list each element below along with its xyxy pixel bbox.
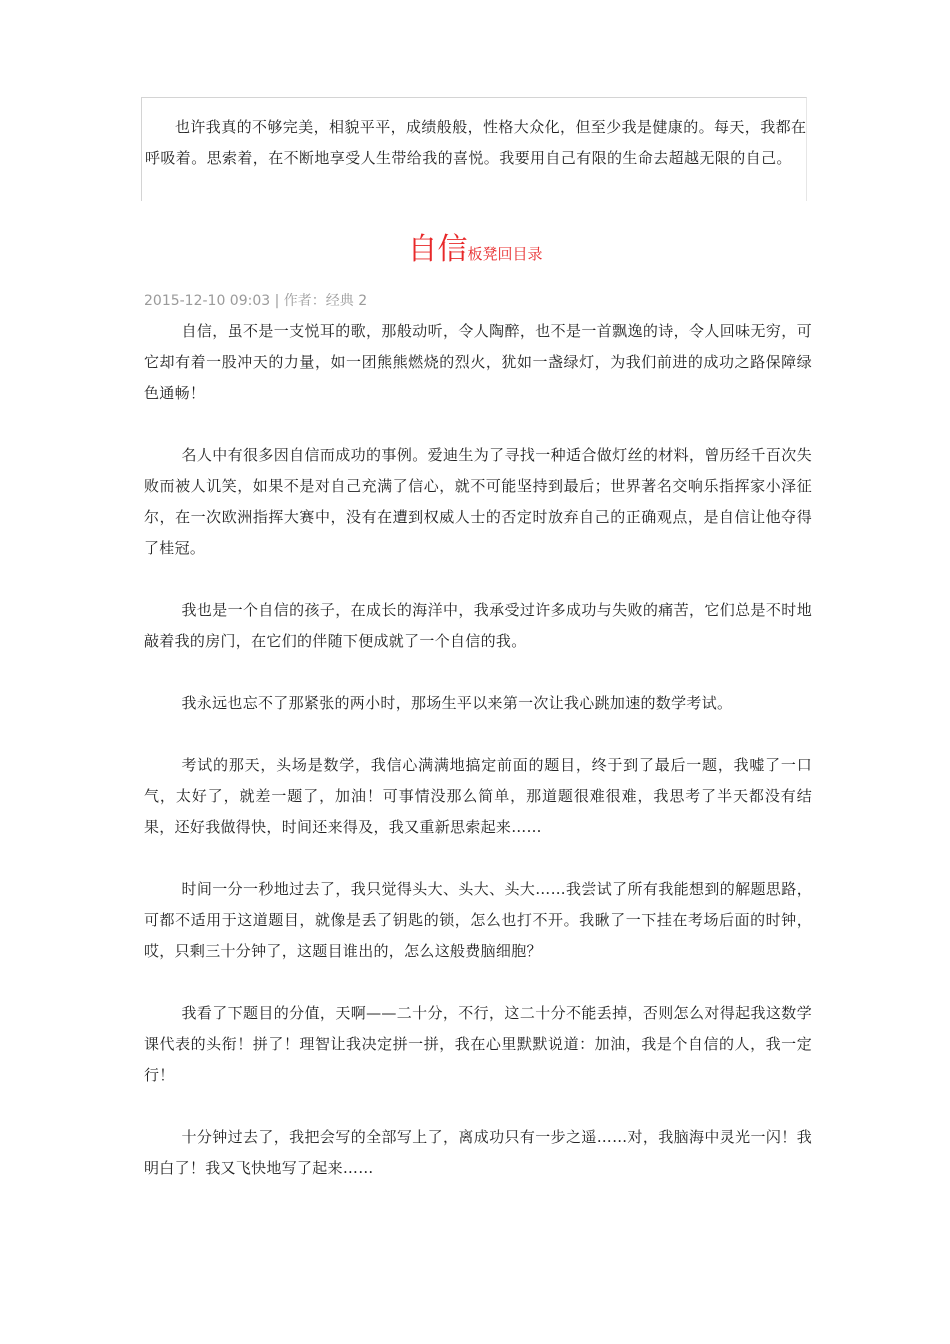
- paragraph: 名人中有很多因自信而成功的事例。爱迪生为了寻找一种适合做灯丝的材料，曾历经千百次失败而被人讥笑，如果不是对自己充满了信心，就不可能坚持到最后；世界著名交响乐指挥家小泽征尔，在一次欧洲指挥大赛中，没有在遭到权威人士的否定时放弃自己的正确观点，是自信让他夺得了桂冠。: [144, 446, 812, 557]
- paragraph: 考试的那天，头场是数学，我信心满满地搞定前面的题目，终于到了最后一题，我嘘了一口气，太好了，就差一题了，加油！可事情没那么简单，那道题很难很难，我思考了半天都没有结果，还好我做得快，时间还来得及，我又重新思索起来……: [144, 756, 812, 836]
- paragraph: 我也是一个自信的孩子，在成长的海洋中，我承受过许多成功与失败的痛苦，它们总是不时地敲着我的房门，在它们的伴随下便成就了一个自信的我。: [144, 601, 812, 650]
- paragraph: 十分钟过去了，我把会写的全部写上了，离成功只有一步之遥……对，我脑海中灵光一闪！我明白了！我又飞快地写了起来……: [144, 1128, 812, 1177]
- paragraph: 自信，虽不是一支悦耳的歌，那般动听，令人陶醉，也不是一首飘逸的诗，令人回味无穷，可它却有着一股冲天的力量，如一团熊熊燃烧的烈火，犹如一盏绿灯，为我们前进的成功之路保障绿色通畅！: [144, 322, 812, 402]
- article-title-block: [0, 224, 950, 268]
- back-to-contents-link[interactable]: 板凳回目录: [467, 245, 543, 263]
- paragraph: 时间一分一秒地过去了，我只觉得头大、头大、头大……我尝试了所有我能想到的解题思路，可都不适用于这道题目，就像是丢了钥匙的锁，怎么也打不开。我瞅了一下挂在考场后面的时钟，哎，只剩三十分钟了，这题目谁出的，怎么这般费脑细胞？: [144, 880, 812, 960]
- article-meta: 2015-12-10 09:03 | 作者：经典 2: [144, 293, 368, 309]
- article-title: 自信: [407, 232, 468, 267]
- paragraph: 我看了下题目的分值，天啊——二十分，不行，这二十分不能丢掉，否则怎么对得起我这数学课代表的头衔！拼了！理智让我决定拼一拼，我在心里默默说道：加油，我是个自信的人，我一定行！: [144, 1004, 812, 1084]
- previous-article-text: 也许我真的不够完美，相貌平平，成绩般般，性格大众化，但至少我是健康的。每天，我都在呼吸着。思索着，在不断地享受人生带给我的喜悦。我要用自己有限的生命去超越无限的自己。: [145, 118, 807, 167]
- previous-article-box: [141, 97, 807, 201]
- article-body: [144, 316, 812, 1215]
- paragraph: 我永远也忘不了那紧张的两小时，那场生平以来第一次让我心跳加速的数学考试。: [181, 694, 733, 712]
